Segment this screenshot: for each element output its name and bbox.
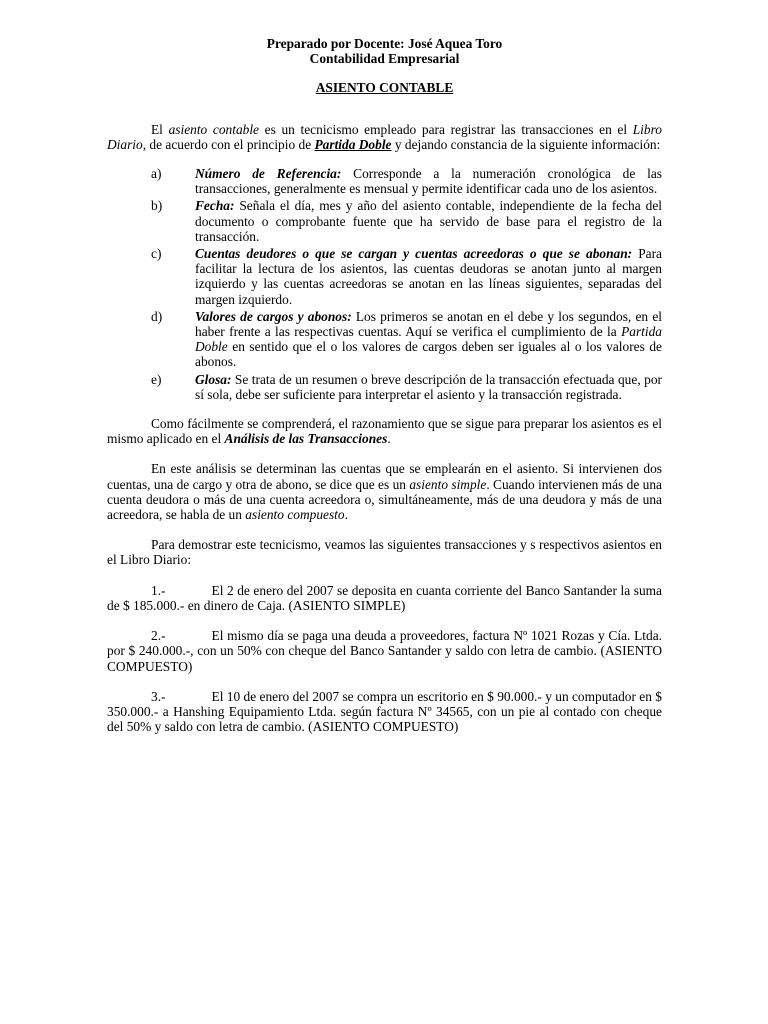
- list-item-text: Fecha: Señala el día, mes y año del asiento contable, independiente de la fecha del documento o comprobante fuente que ha servido de base para el registro de la transacción.: [195, 198, 662, 244]
- page-title: ASIENTO CONTABLE: [315, 80, 454, 96]
- transaction-3: 3.- El 10 de enero del 2007 se compra un escritorio en $ 90.000.- y un computador en $ 350.000.- a Hanshing Equipamiento Ltda. según factura Nº 34565, con un pie al contado con cheque del 50% y saldo con letra de cambio. (ASIENTO COMPUESTO): [107, 688, 662, 735]
- paragraph-analysis: Como fácilmente se comprenderá, el razonamiento que se sigue para preparar los asientos es el mismo aplicado en el Análisis de las Transacciones.: [107, 416, 662, 447]
- course-line: Contabilidad Empresarial: [309, 51, 460, 67]
- author-line: Preparado por Docente: José Aquea Toro: [266, 36, 503, 51]
- paragraph-demo: Para demostrar este tecnicismo, veamos las siguientes transacciones y s respectivos asientos en el Libro Diario:: [107, 537, 662, 568]
- list-item-text: Valores de cargos y abonos: Los primeros se anotan en el debe y los segundos, en el haber frente a las respectivas cuentas. Aquí se verifica el cumplimiento de la Partida Doble en sentido que el o los valores de cargos deben ser iguales al o los valores de abonos.: [195, 308, 662, 370]
- list-item-label: a): [151, 166, 162, 182]
- list-item-text: Cuentas deudores o que se cargan y cuentas acreedoras o que se abonan: Para facilitar la lectura de los asientos, las cuentas deudoras se anotan junto al margen izquierdo y las cuentas acreedoras se anotan en las líneas siguientes, separadas del margen izquierdo.: [195, 246, 662, 307]
- list-item: [107, 198, 662, 244]
- list-item-label: d): [151, 308, 163, 324]
- list-item-label: e): [151, 371, 162, 387]
- list-item: [107, 372, 662, 402]
- list-item-text: Glosa: Se trata de un resumen o breve descripción de la transacción efectuada que, por sí sola, debe ser suficiente para interpretar el asiento y la transacción registrada.: [195, 371, 662, 402]
- transaction-1: 1.- El 2 de enero del 2007 se deposita en cuanta corriente del Banco Santander la suma de $ 185.000.- en dinero de Caja. (ASIENTO SIMPLE): [107, 582, 662, 613]
- document-body: [107, 36, 662, 734]
- list-item-label: c): [151, 246, 162, 262]
- list-item-label: b): [151, 198, 163, 214]
- info-list: [107, 166, 662, 402]
- list-item: [107, 309, 662, 370]
- paragraph-asiento-types: En este análisis se determinan las cuentas que se emplearán en el asiento. Si intervienen dos cuentas, una de cargo y otra de abono, se dice que es un asiento simple. Cuando intervienen más de una cuenta deudora o más de una cuenta acreedora o, simultáneamente, más de una deudora y más de una acreedora, se habla de un asiento compuesto.: [107, 461, 662, 523]
- list-item-text: Número de Referencia: Corresponde a la numeración cronológica de las transacciones, generalmente es mensual y permite identificar cada uno de los asientos.: [195, 166, 662, 197]
- list-item: [107, 166, 662, 196]
- transaction-2: 2.- El mismo día se paga una deuda a proveedores, factura Nº 1021 Rozas y Cía. Ltda. por $ 240.000.-, con un 50% con cheque del Banco Santander y saldo con letra de cambio. (ASIENTO COMPUESTO): [107, 628, 662, 674]
- list-item: [107, 246, 662, 307]
- intro-paragraph: El asiento contable es un tecnicismo empleado para registrar las transacciones en el Libro Diario, de acuerdo con el principio de Partida Doble y dejando constancia de la siguiente información:: [107, 121, 663, 152]
